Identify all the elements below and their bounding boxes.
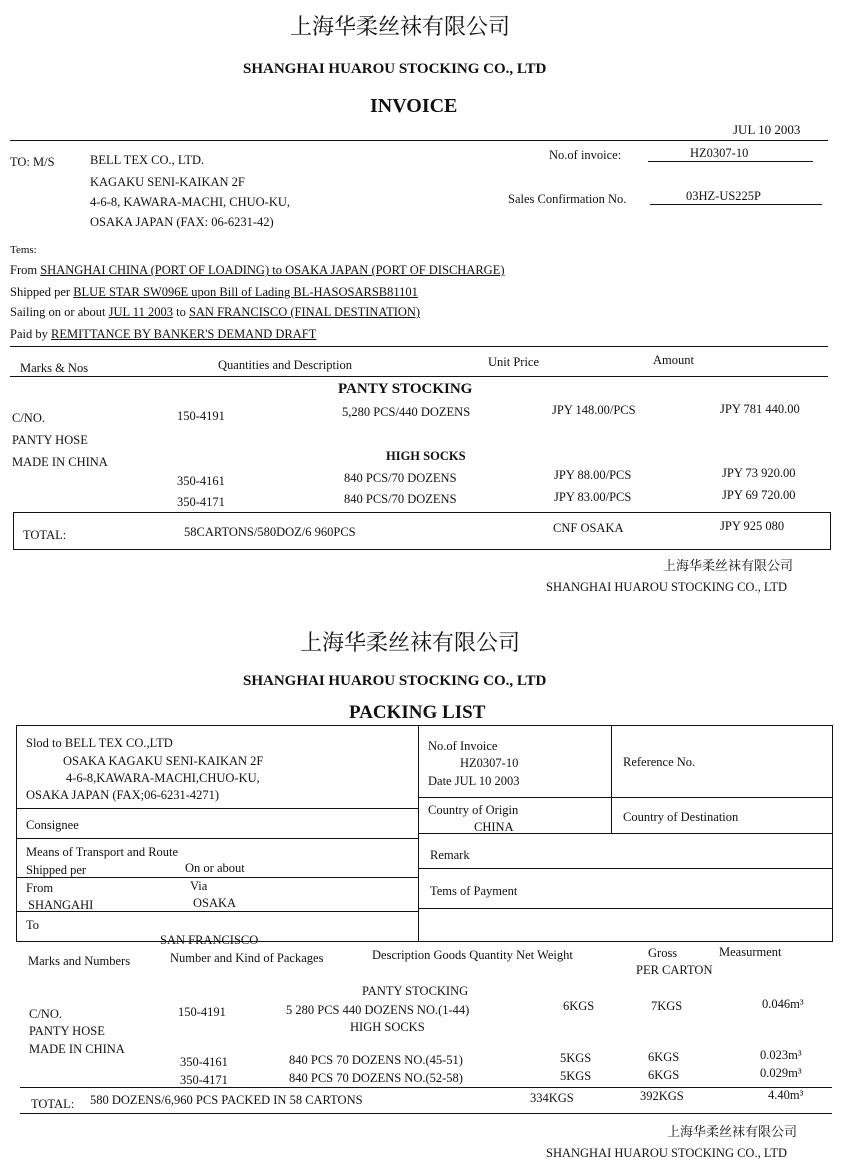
to-line-4: OSAKA JAPAN (FAX: 06-6231-42) [90,215,274,229]
invoice-no: HZ0307-10 [690,146,749,160]
pl-row-meas: 0.029m³ [760,1066,802,1080]
to-label: TO: M/S [10,155,55,169]
sales-conf-label: Sales Confirmation No. [508,192,627,206]
pl-row-cno: 150-4191 [178,1005,226,1019]
terms-label: Tems: [10,244,37,256]
pl-mark-made: MADE IN CHINA [29,1042,125,1056]
shipped-value: BLUE STAR SW096E upon Bill of Lading BL-HASOSARSB81101 [73,285,418,299]
sailing-label: Sailing on or about [10,305,106,319]
paid-value: REMITTANCE BY BANKER'S DEMAND DRAFT [50,327,317,341]
inv-row-unit: JPY 83.00/PCS [554,490,632,504]
pl-row-net: 5KGS [560,1069,592,1083]
pl-row-desc: 5 280 PCS 440 DOZENS NO.(1-44) [286,1003,470,1017]
remark-label: Remark [430,848,470,862]
consignee-label: Consignee [26,818,79,832]
origin-label: Country of Origin [428,803,519,817]
pl-invoice-no: HZ0307-10 [460,756,519,770]
inv-row-unit: JPY 148.00/PCS [552,403,636,417]
invoice-company-en: SHANGHAI HUAROU STOCKING CO., LTD [243,61,547,77]
pl-col-meas: Measurment [719,945,782,959]
pl-row-desc: 840 PCS 70 DOZENS NO.(45-51) [289,1053,463,1067]
pl-row-gross: 6KGS [648,1068,680,1082]
pl-col-kind: Number and Kind of Packages [170,951,324,965]
pl-row-meas: 0.046m³ [762,997,804,1011]
pl-from-value: SHANGAHI [28,898,94,912]
pl-row-gross: 7KGS [651,999,683,1013]
pl-from-label: From [26,881,54,895]
inv-row-amount: JPY 69 720.00 [722,488,796,502]
packing-sign-en: SHANGHAI HUAROU STOCKING CO., LTD [546,1146,787,1160]
col-qty: Quantities and Description [218,358,352,372]
reference-label: Reference No. [623,755,696,769]
inv-mark-made: MADE IN CHINA [12,455,108,469]
total-label: TOTAL: [23,528,67,542]
total-amount: JPY 925 080 [720,519,785,533]
inv-row-cno: 350-4161 [177,474,225,488]
paid-row [10,327,316,342]
invoice-sign-en: SHANGHAI HUAROU STOCKING CO., LTD [546,580,787,594]
sailing-row [10,305,420,320]
total-terms: CNF OSAKA [553,521,624,535]
pl-row-net: 6KGS [563,999,595,1013]
sold-to-line-4: OSAKA JAPAN (FAX;06-6231-4271) [26,788,220,802]
sales-conf-no: 03HZ-US225P [686,189,762,203]
inv-row-unit: JPY 88.00/PCS [554,468,632,482]
transport-label: Means of Transport and Route [26,845,179,859]
paid-label: Paid by [10,327,48,341]
pl-total-gross: 392KGS [640,1089,684,1103]
packing-title: PACKING LIST [349,702,486,723]
pl-row-cno: 350-4171 [180,1073,228,1087]
sold-to-line-1: Slod to BELL TEX CO.,LTD [26,736,173,750]
inv-row-amount: JPY 781 440.00 [720,402,800,416]
to-line-2: KAGAKU SENI-KAIKAN 2F [90,175,245,189]
pl-row-cno: 350-4161 [180,1055,228,1069]
pl-total-label: TOTAL: [31,1097,75,1111]
total-qty: 58CARTONS/580DOZ/6 960PCS [184,525,356,539]
pl-col-gross: Gross [648,946,678,960]
pl-total-net: 334KGS [530,1091,574,1105]
invoice-no-label: No.of invoice: [549,148,622,162]
inv-mark-pantyhose: PANTY HOSE [12,433,88,447]
pl-section-panty: PANTY STOCKING [362,984,469,998]
pl-date: JUL 10 2003 [454,774,520,788]
invoice-section-socks: HIGH SOCKS [386,449,466,463]
destination-label: Country of Destination [623,810,739,824]
invoice-title: INVOICE [370,95,458,117]
pl-date-label: Date [428,774,452,788]
pl-row-gross: 6KGS [648,1050,680,1064]
to-line-1: BELL TEX CO., LTD. [90,153,205,167]
pl-mark-pantyhose: PANTY HOSE [29,1024,105,1038]
invoice-sign-cn: 上海华柔丝袜有限公司 [663,559,794,574]
pl-col-desc: Description Goods Quantity Net Weight [372,948,573,962]
inv-row-qty: 840 PCS/70 DOZENS [344,492,457,506]
via-label: Via [190,879,208,893]
on-about-label: On or about [185,861,245,875]
pl-row-desc: 840 PCS 70 DOZENS NO.(52-58) [289,1071,463,1085]
sailing-date: JUL 11 2003 [108,305,173,319]
from-label: From [10,263,38,277]
pl-invoice-no-label: No.of Invoice [428,739,498,753]
inv-mark-cno: C/NO. [12,411,45,425]
pl-section-socks: HIGH SOCKS [350,1020,425,1034]
pl-date-row [428,774,520,789]
pl-shipped-label: Shipped per [26,863,87,877]
pl-mark-cno: C/NO. [29,1007,62,1021]
pl-row-meas: 0.023m³ [760,1048,802,1062]
origin-value: CHINA [474,820,514,834]
payment-label: Tems of Payment [430,884,518,898]
to-line-3: 4-6-8, KAWARA-MACHI, CHUO-KU, [90,195,291,209]
shipped-row [10,285,418,300]
sailing-dest: SAN FRANCISCO (FINAL DESTINATION) [188,305,421,319]
packing-company-en: SHANGHAI HUAROU STOCKING CO., LTD [243,673,547,689]
invoice-company-cn: 上海华柔丝袜有限公司 [290,15,511,40]
from-value: SHANGHAI CHINA (PORT OF LOADING) to OSAKA JAPAN (PORT OF DISCHARGE) [40,263,505,277]
pl-total-desc: 580 DOZENS/6,960 PCS PACKED IN 58 CARTONS [90,1093,363,1107]
col-marks: Marks & Nos [20,361,89,375]
sailing-to: to [176,305,186,319]
sold-to-line-3: 4-6-8,KAWARA-MACHI,CHUO-KU, [66,771,260,785]
col-amount: Amount [653,353,694,367]
pl-col-marks: Marks and Numbers [28,954,131,968]
invoice-total-box [13,512,831,550]
pl-to-value: SAN FRANCISCO [160,933,259,947]
pl-to-label: To [26,918,40,932]
from-row [10,263,505,278]
inv-row-cno: 350-4171 [177,495,225,509]
inv-row-amount: JPY 73 920.00 [722,466,796,480]
shipped-label: Shipped per [10,285,71,299]
via-value: OSAKA [193,896,237,910]
sold-to-line-2: OSAKA KAGAKU SENI-KAIKAN 2F [63,754,264,768]
pl-col-per-carton: PER CARTON [636,963,713,977]
pl-total-meas: 4.40m³ [768,1088,804,1102]
col-unit: Unit Price [488,355,540,369]
inv-row-qty: 840 PCS/70 DOZENS [344,471,457,485]
inv-row-qty: 5,280 PCS/440 DOZENS [342,405,471,419]
packing-sign-cn: 上海华柔丝袜有限公司 [667,1125,798,1140]
packing-company-cn: 上海华柔丝袜有限公司 [300,631,521,656]
invoice-date: JUL 10 2003 [733,122,801,137]
invoice-section-panty: PANTY STOCKING [338,381,473,397]
inv-row-cno: 150-4191 [177,409,225,423]
pl-row-net: 5KGS [560,1051,592,1065]
